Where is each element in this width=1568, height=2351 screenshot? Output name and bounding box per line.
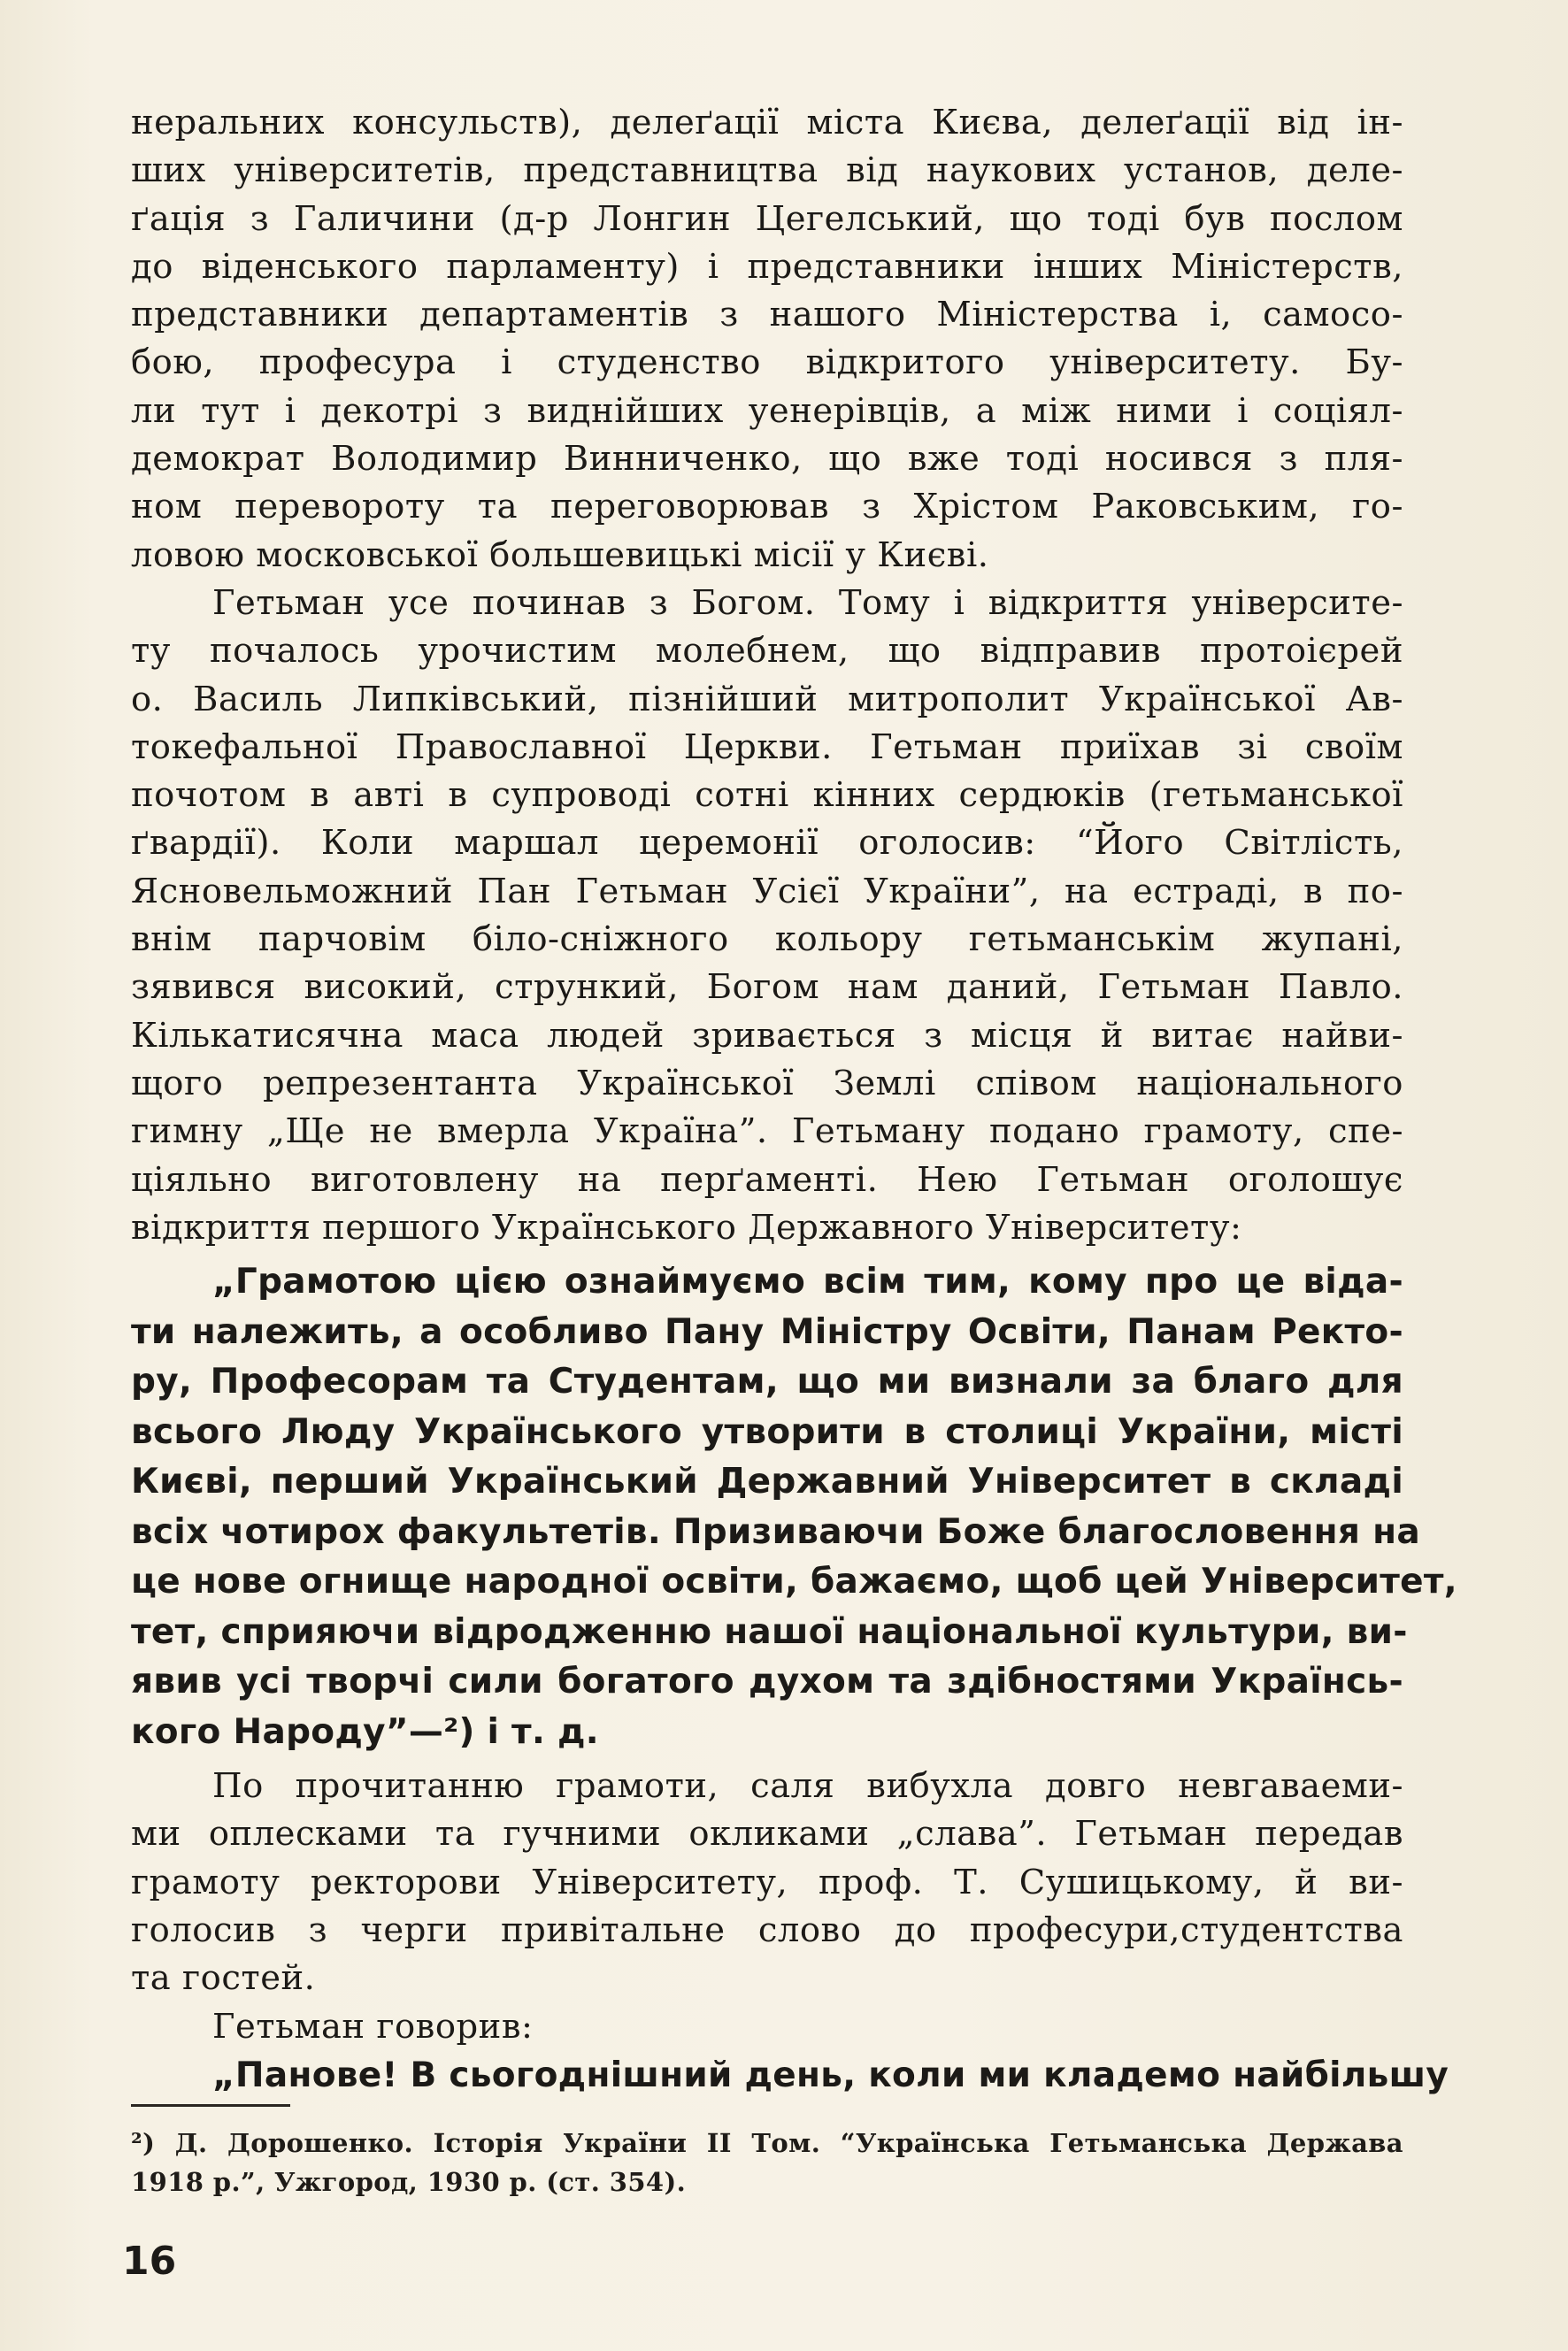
text-line: до віденського парламенту) і представники інших Міністерств,: [131, 246, 1403, 287]
quote-line: всього Люду Українського утворити в столиці України, місті: [131, 1411, 1403, 1452]
text-line: та гостей.: [131, 1958, 316, 1999]
text-line: ту почалось урочистим молебнем, що відправив протоієрей: [131, 631, 1403, 672]
text-line: відкриття першого Українського Державного Університету:: [131, 1207, 1242, 1248]
text-line: ном перевороту та переговорював з Хрістом Раковським, го-: [131, 487, 1403, 527]
text-line: бою, професура і студенство відкритого університету. Бу-: [131, 342, 1403, 383]
quote-line: всіх чотирох факультетів. Призиваючи Боже благословення на: [131, 1511, 1420, 1552]
text-line: ли тут і декотрі з виднійших уенерівців, а між ними і соціял-: [131, 390, 1403, 431]
text-line: ґація з Галичини (д-р Лонгин Цегелський, що тоді був послом: [131, 198, 1403, 239]
text-line: токефальної Православної Церкви. Гетьман приїхав зі своїм: [131, 726, 1403, 767]
text-line: о. Василь Липківський, пізнійший митрополит Української Ав-: [131, 679, 1403, 719]
quote-line: тет, сприяючи відродженню нашої національної культури, ви-: [131, 1611, 1408, 1652]
quote-line: це нове огнище народної освіти, бажаємо, щоб цей Університет,: [131, 1562, 1457, 1602]
text-line: ґвардії). Коли маршал церемонії оголосив: “Його Світлість,: [131, 823, 1403, 864]
paragraph-1: [131, 99, 1403, 580]
text-line: По прочитанню грамоти, саля вибухла довго невгаваеми-: [212, 1766, 1403, 1807]
text-line: внім парчовім біло-сніжного кольору гетьманськім жупані,: [131, 919, 1403, 960]
text-line: щого репрезентанта Української Землі співом національного: [131, 1063, 1403, 1103]
text-line: Гетьман говорив:: [212, 2006, 534, 2047]
text-line: зявився високий, стрункий, Богом нам даний, Гетьман Павло.: [131, 967, 1403, 1008]
quote-line: ру, Професорам та Студентам, що ми визнали за благо для: [131, 1362, 1403, 1402]
quote-line: Києві, перший Український Державний Університет в складі: [131, 1462, 1403, 1502]
text-line: Ясновельможний Пан Гетьман Усієї України”, на естраді, в по-: [131, 871, 1403, 911]
speech-quote: [131, 2051, 1449, 2101]
text-line: почотом в авті в супроводі сотні кінних сердюків (гетьманської: [131, 775, 1403, 816]
main-text: [131, 99, 1457, 2101]
text-line: Гетьман усе починав з Богом. Тому і відкриття університе-: [212, 582, 1403, 623]
paragraph-4: [131, 2003, 1403, 2051]
page-number: 16: [122, 2239, 177, 2284]
text-line: ловою московської большевицькі місії у Києві.: [131, 534, 989, 575]
text-line: ми оплесками та гучними окликами „слава”. Гетьман передав: [131, 1814, 1403, 1855]
quote-line: ти належить, а особливо Пану Міністру Освіти, Панам Ректо-: [131, 1311, 1403, 1352]
quote-line: явив усі творчі сили богатого духом та здібностями Українсь-: [131, 1662, 1403, 1702]
paragraph-2: [131, 580, 1403, 1252]
footnote-line: ²) Д. Дорошенко. Історія України II Том. “Українська Гетьманська Держава: [131, 2128, 1403, 2158]
footnote-line: 1918 р.”, Ужгород, 1930 р. (ст. 354).: [131, 2167, 687, 2197]
footnote-divider: [131, 2104, 290, 2107]
text-line: представники департаментів з нашого Міністерства і, самосо-: [131, 295, 1403, 335]
text-line: ших університетів, представництва від наукових установ, деле-: [131, 150, 1403, 191]
quote-line: кого Народу”—²) і т. д.: [131, 1711, 599, 1752]
text-line: гимну „Ще не вмерла Україна”. Гетьману подано грамоту, спе-: [131, 1111, 1403, 1152]
text-line: неральних консульств), делеґації міста Києва, делеґації від ін-: [131, 103, 1403, 142]
text-line: ціяльно виготовлену на перґаменті. Нею Гетьман оголошує: [131, 1159, 1403, 1200]
footnote: [131, 2124, 1403, 2201]
text-line: Кількатисячна маса людей зривається з місця й витає найви-: [131, 1015, 1403, 1056]
text-line: грамоту ректорови Університету, проф. Т. Сушицькому, й ви-: [131, 1862, 1403, 1902]
text-line: демократ Володимир Винниченко, що вже тоді носився з пля-: [131, 439, 1403, 480]
quote-line: „Панове! В сьогоднішний день, коли ми кладемо найбільшу: [212, 2055, 1449, 2095]
text-line: голосив з черги привітальне слово до професури,студентства: [131, 1910, 1403, 1951]
paragraph-3: [131, 1763, 1403, 2002]
decree-quote: [131, 1257, 1457, 1757]
quote-line: „Грамотою цією ознаймуємо всім тим, кому про це віда-: [212, 1262, 1403, 1302]
